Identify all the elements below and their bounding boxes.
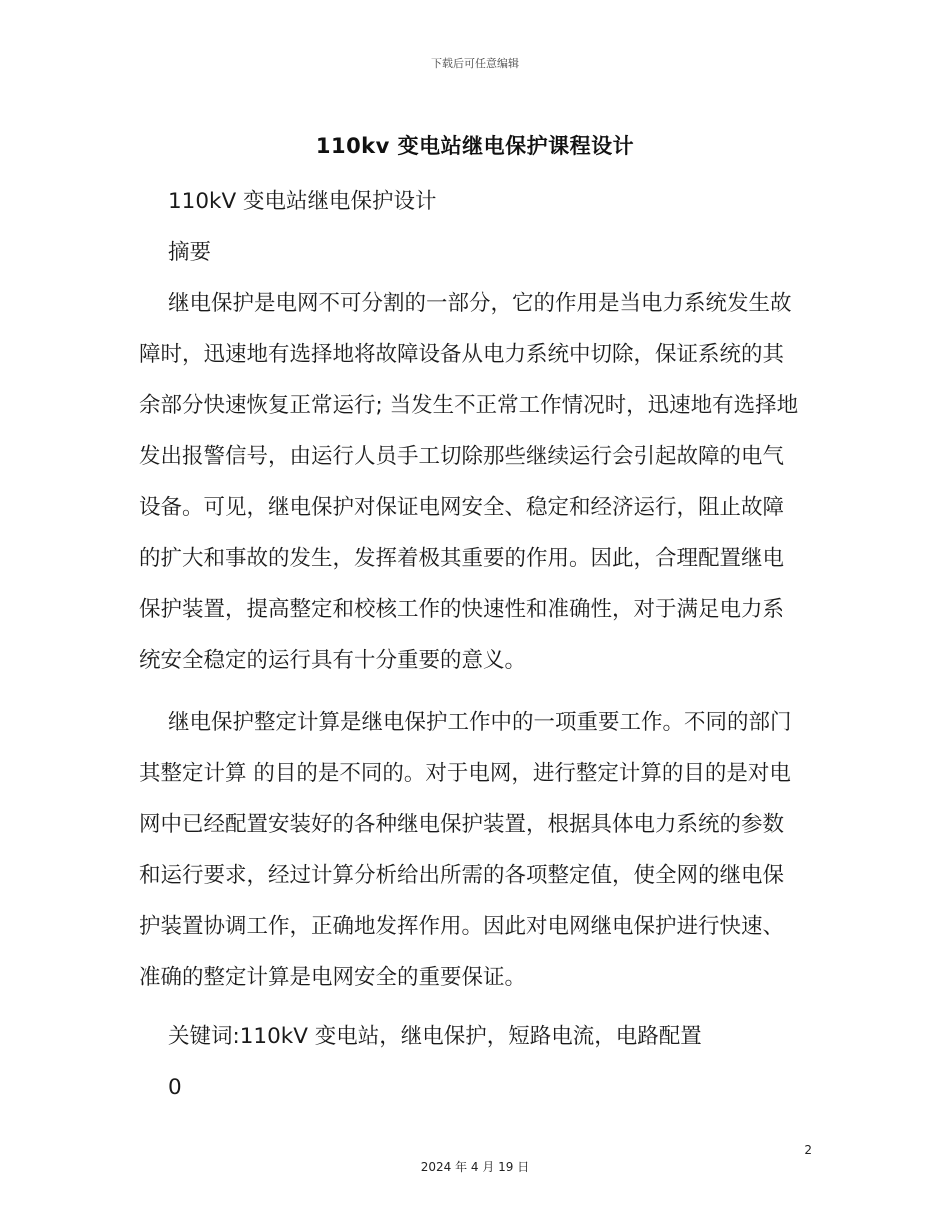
abstract-paragraph-2: 继电保护整定计算是继电保护工作中的一项重要工作。不同的部门其整定计算 的目的是不同的。对于电网，进行整定计算的目的是对电网中已经配置安装好的各种继电保护装置，根据具体电力系统的参数和运行要求，经过计算分析给出所需的各项整定值，使全网的继电保护装置协调工作，正确地发挥作用。因此对电网继电保护进行快速、准确的整定计算是电网安全的重要保证。	[139, 710, 792, 990]
keywords-line: 关键词:110kV 变电站，继电保护，短路电流，电路配置	[168, 1024, 702, 1049]
document-title: 110kv 变电站继电保护课程设计	[315, 134, 635, 158]
abstract-paragraph-1: 继电保护是电网不可分割的一部分，它的作用是当电力系统发生故障时，迅速地有选择地将故障设备从电力系统中切除，保证系统的其余部分快速恢复正常运行; 当发生不正常工作情况时，迅速地有选择地发出报警信号，由运行人员手工切除那些继续运行会引起故障的电气设备。可见，继电保护对保证电网安全、稳定和经济运行，阻止故障的扩大和事故的发生，发挥着极其重要的作用。因此，合理配置继电保护装置，提高整定和校核工作的快速性和准确性，对于满足电力系统安全稳定的运行具有十分重要的意义。	[139, 291, 799, 673]
document-subtitle: 110kV 变电站继电保护设计	[168, 189, 437, 214]
abstract-label: 摘要	[168, 240, 212, 265]
page-footer-date: 2024 年 4 月 19 日	[420, 1160, 530, 1174]
trailing-text: 0	[168, 1075, 182, 1100]
page-number: 2	[804, 1143, 812, 1157]
page-header-note: 下载后可任意编辑	[431, 57, 519, 70]
